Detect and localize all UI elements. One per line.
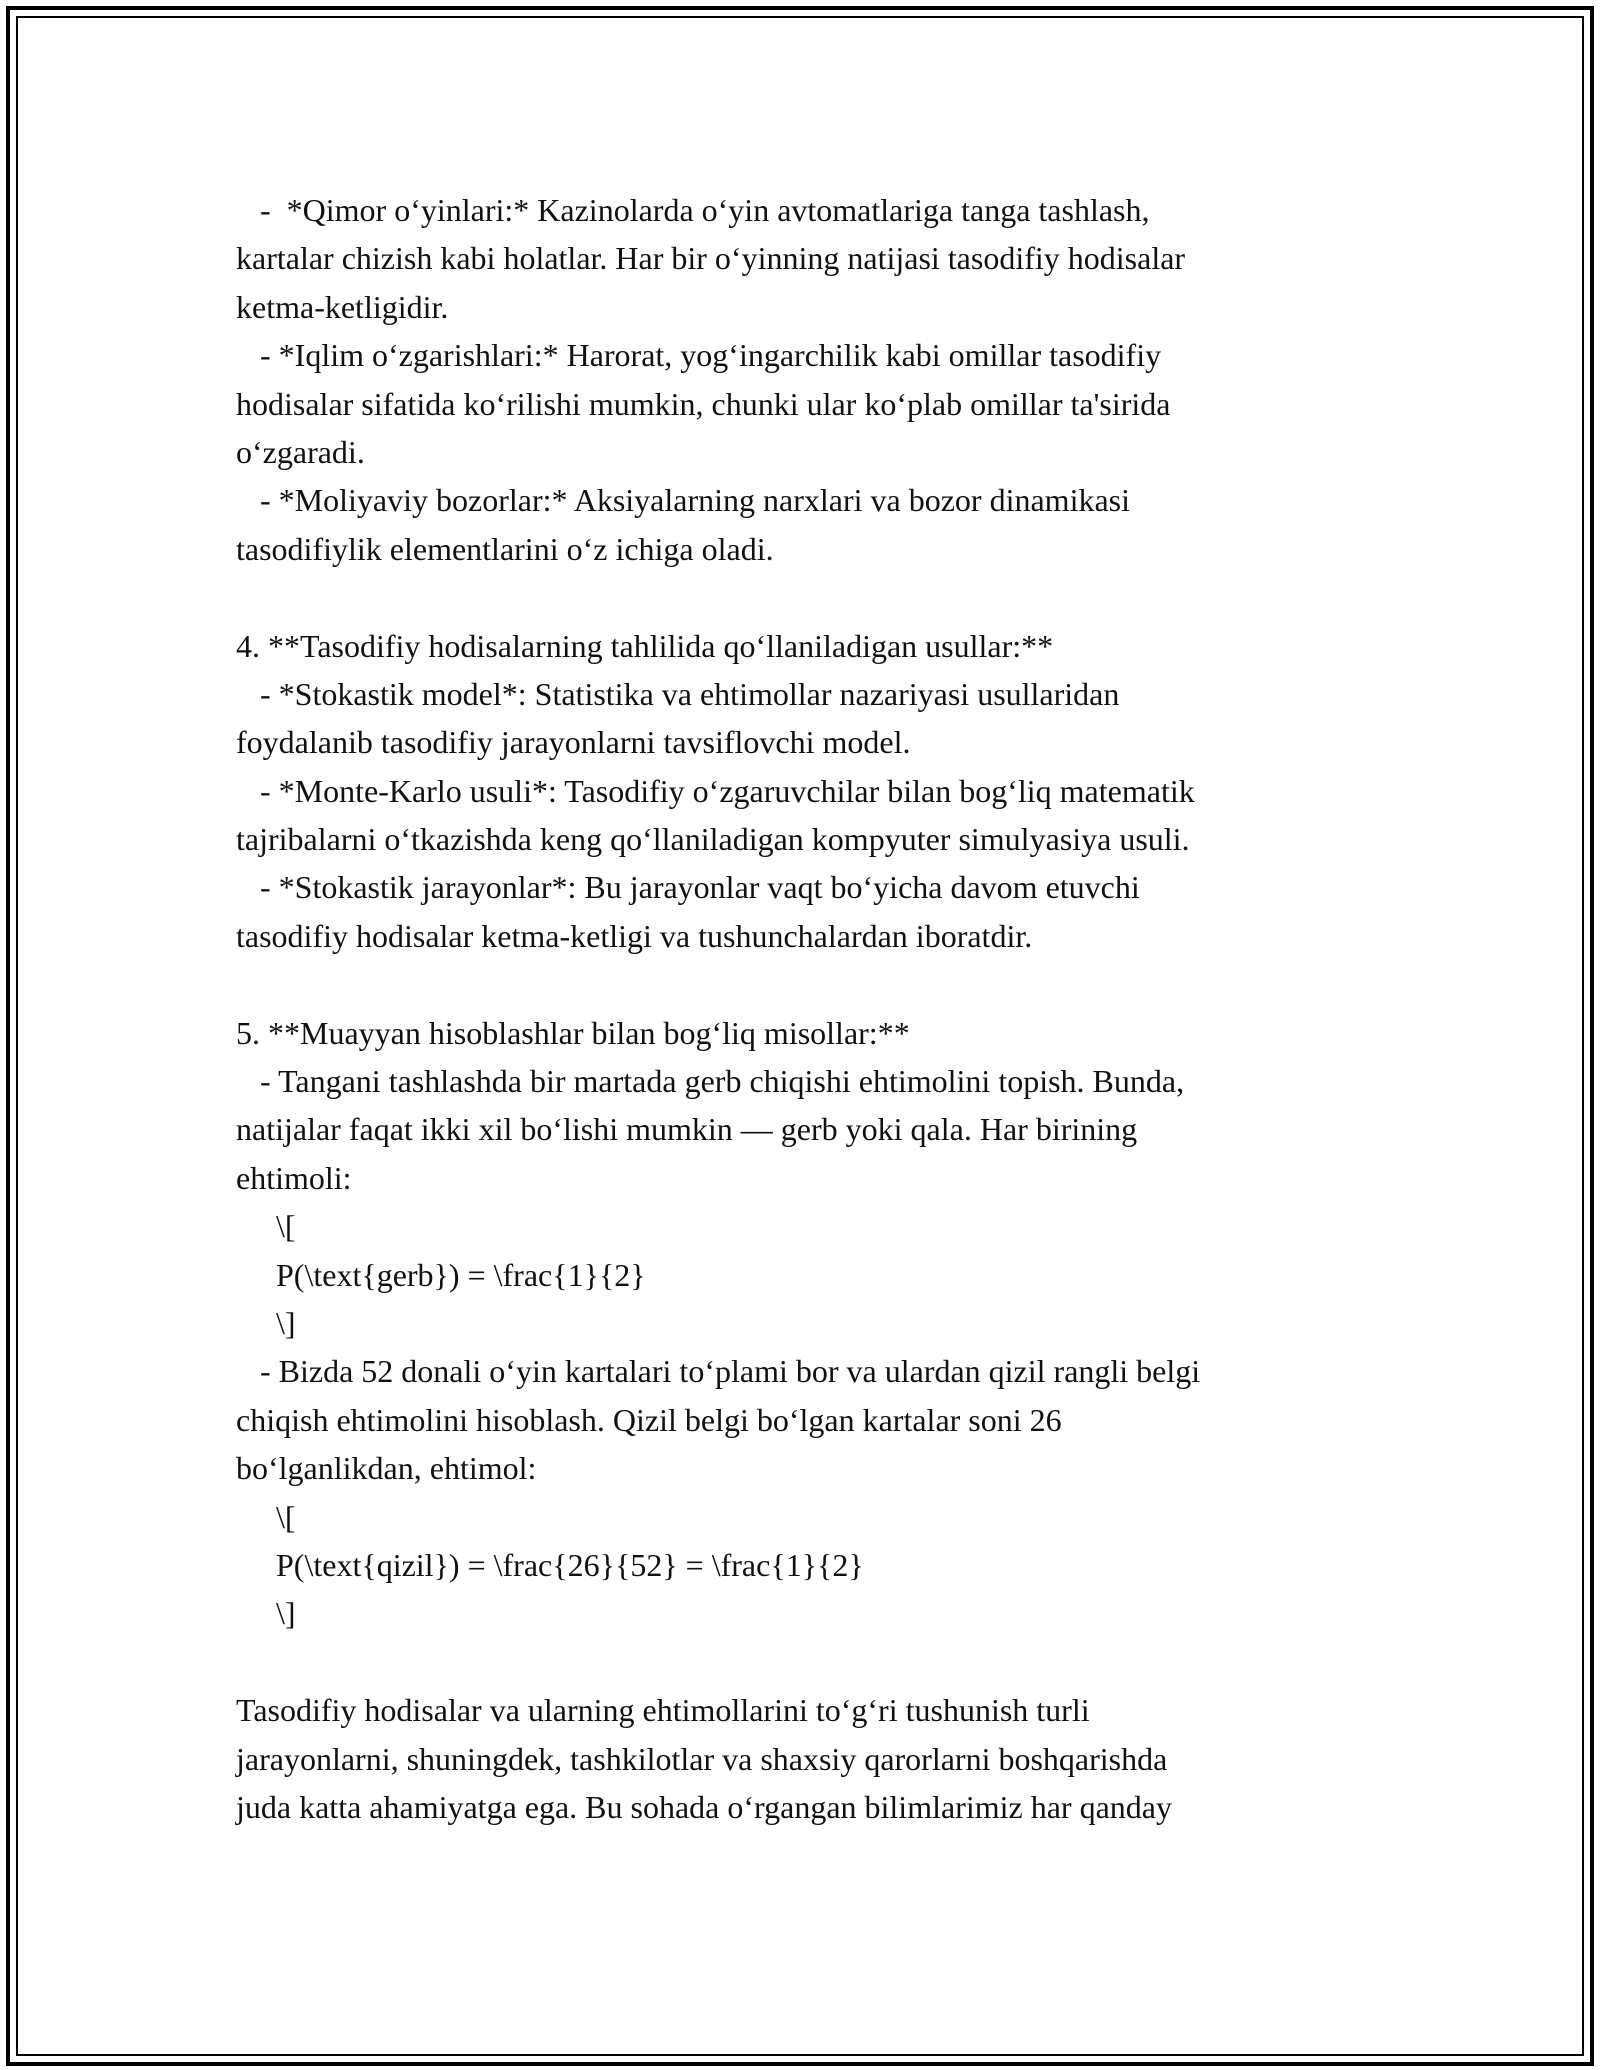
formula-line: P(\text{qizil}) = \frac{26}{52} = \frac{1}{2} [236, 1546, 864, 1583]
blank-line [236, 573, 1366, 621]
text-line: - Bizda 52 donali o‘yin kartalari to‘plami bor va ulardan qizil rangli belgi [236, 1353, 1201, 1390]
text-line: juda katta ahamiyatga ega. Bu sohada o‘rgangan bilimlarimiz har qanday [236, 1788, 1172, 1825]
text-line: tasodifiylik elementlarini o‘z ichiga oladi. [236, 530, 774, 567]
text-line: - *Stokastik jarayonlar*: Bu jarayonlar vaqt bo‘yicha davom etuvchi [236, 869, 1140, 906]
section-heading: 5. **Muayyan hisoblashlar bilan bog‘liq misollar:** [236, 1014, 910, 1051]
formula-line: \] [236, 1304, 296, 1341]
formula-line: \] [236, 1595, 296, 1632]
blank-line [236, 1638, 1366, 1686]
text-line: bo‘lganlikdan, ehtimol: [236, 1450, 537, 1487]
text-line: - *Moliyaviy bozorlar:* Aksiyalarning narxlari va bozor dinamikasi [236, 482, 1130, 519]
text-line: - *Qimor o‘yinlari:* Kazinolarda o‘yin avtomatlariga tanga tashlash, [236, 192, 1150, 228]
text-line: - *Stokastik model*: Statistika va ehtimollar nazariyasi usullaridan [236, 675, 1120, 712]
text-line: foydalanib tasodifiy jarayonlarni tavsiflovchi model. [236, 724, 911, 761]
formula-line: \[ [236, 1498, 296, 1535]
text-line: - *Iqlim o‘zgarishlari:* Harorat, yog‘ingarchilik kabi omillar tasodifiy [236, 337, 1162, 374]
text-line: o‘zgaradi. [236, 433, 365, 470]
text-line: tajribalarni o‘tkazishda keng qo‘llaniladigan kompyuter simulyasiya usuli. [236, 821, 1190, 858]
formula-line: P(\text{gerb}) = \frac{1}{2} [236, 1256, 646, 1293]
text-line: jarayonlarni, shuningdek, tashkilotlar va shaxsiy qarorlarni boshqarishda [236, 1740, 1168, 1777]
text-line: - *Monte-Karlo usuli*: Tasodifiy o‘zgaruvchilar bilan bog‘liq matematik [236, 772, 1195, 809]
text-line: Tasodifiy hodisalar va ularning ehtimollarini to‘g‘ri tushunish turli [236, 1692, 1090, 1729]
text-line: hodisalar sifatida ko‘rilishi mumkin, chunki ular ko‘plab omillar ta'sirida [236, 385, 1171, 422]
section-heading: 4. **Tasodifiy hodisalarning tahlilida qo‘llaniladigan usullar:** [236, 627, 1054, 664]
text-line: natijalar faqat ikki xil bo‘lishi mumkin — gerb yoki qala. Har birining [236, 1111, 1138, 1148]
text-line: - Tangani tashlashda bir martada gerb chiqishi ehtimolini topish. Bunda, [236, 1063, 1185, 1100]
formula-line: \[ [236, 1208, 296, 1245]
document-body [236, 186, 1366, 1831]
text-line: ehtimoli: [236, 1159, 352, 1196]
text-line: kartalar chizish kabi holatlar. Har bir o‘yinning natijasi tasodifiy hodisalar [236, 240, 1186, 277]
text-line: chiqish ehtimolini hisoblash. Qizil belgi bo‘lgan kartalar soni 26 [236, 1401, 1062, 1438]
text-line: ketma-ketligidir. [236, 288, 449, 325]
blank-line [236, 960, 1366, 1008]
text-line: tasodifiy hodisalar ketma-ketligi va tushunchalardan iboratdir. [236, 917, 1033, 954]
